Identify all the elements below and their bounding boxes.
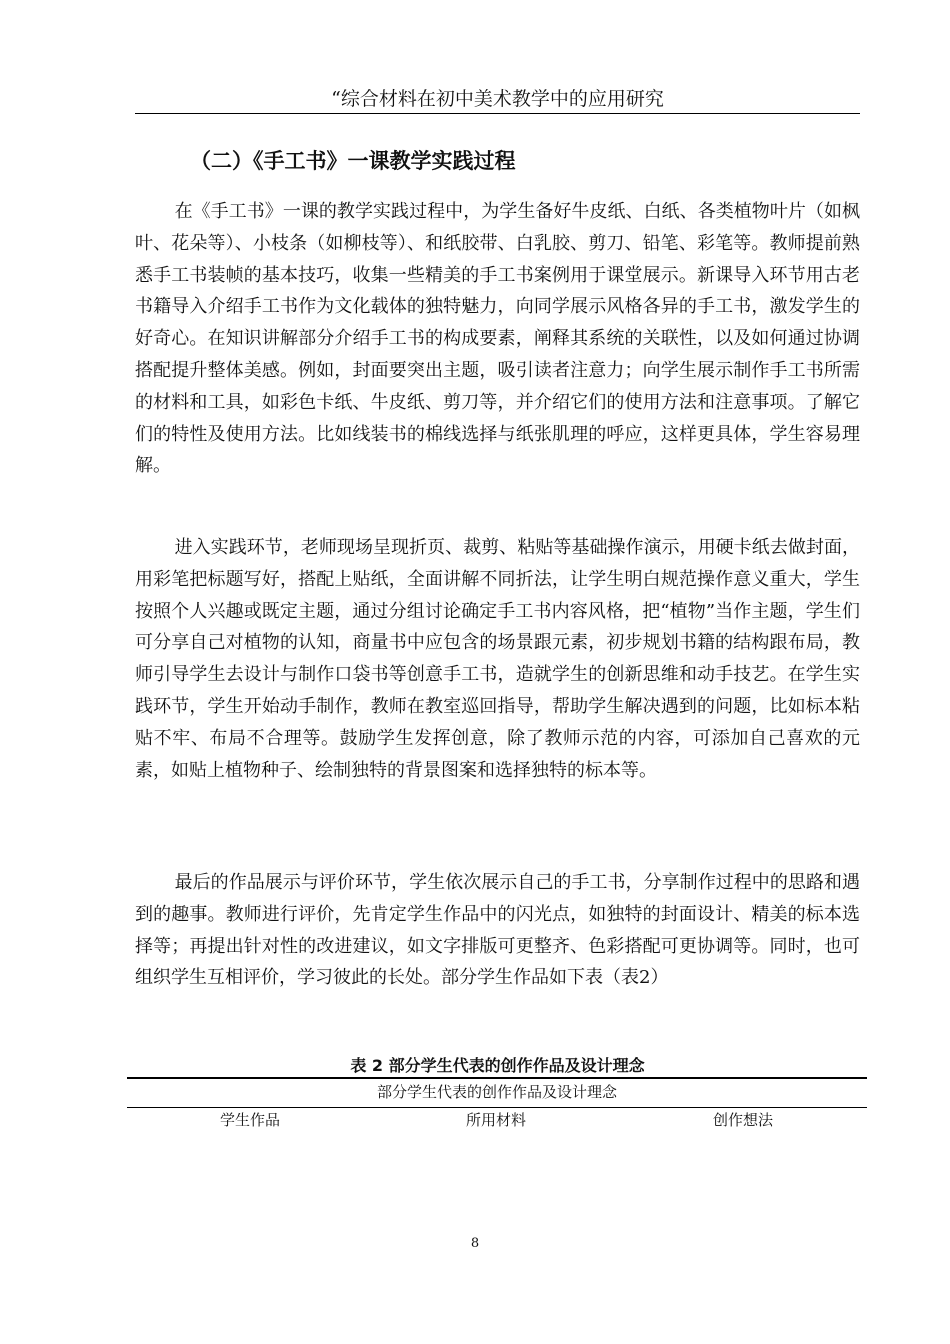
table-top-rule [127, 1077, 867, 1079]
table-column-header: 所用材料 [465, 1111, 526, 1129]
paragraph-1: 在《手工书》一课的教学实践过程中，为学生备好牛皮纸、白纸、各类植物叶片（如枫叶、花朵等）、小枝条（如柳枝等）、和纸胶带、白乳胶、剪刀、铅笔、彩笔等。教师提前熟悉手工书装帧的基本技巧，收集一些精美的手工书案例用于课堂展示。新课导入环节用古老书籍导入介绍手工书作为文化载体的独特魅力，向同学展示风格各异的手工书，激发学生的好奇心。在知识讲解部分介绍手工书的构成要素，阐释其系统的关联性，以及如何通过协调搭配提升整体美感。例如，封面要突出主题，吸引读者注意力；向学生展示制作手工书所需的材料和工具，如彩色卡纸、牛皮纸、剪刀等，并介绍它们的使用方法和注意事项。了解它们的特性及使用方法。比如线装书的棉线选择与纸张肌理的呼应，这样更具体，学生容易理解。 [135, 201, 860, 477]
table-column-header: 创作想法 [712, 1111, 773, 1129]
paragraph-2: 进入实践环节，老师现场呈现折页、裁剪、粘贴等基础操作演示，用硬卡纸去做封面，用彩笔把标题写好，搭配上贴纸，全面讲解不同折法，让学生明白规范操作意义重大，学生按照个人兴趣或既定主题，通过分组讨论确定手工书内容风格，把“植物”当作主题，学生们可分享自己对植物的认知，商量书中应包含的场景跟元素，初步规划书籍的结构跟布局，教师引导学生去设计与制作口袋书等创意手工书，造就学生的创新思维和动手技艺。在学生实践环节，学生开始动手制作，教师在教室巡回指导，帮助学生解决遇到的问题，比如标本粘贴不牢、布局不合理等。鼓励学生发挥创意，除了教师示范的内容，可添加自己喜欢的元素，如贴上植物种子、绘制独特的背景图案和选择独特的标本等。 [135, 537, 860, 781]
paragraph-3: 最后的作品展示与评价环节，学生依次展示自己的手工书，分享制作过程中的思路和遇到的趣事。教师进行评价，先肯定学生作品中的闪光点，如独特的封面设计、精美的标本选择等；再提出针对性的改进建议，如文字排版可更整齐、色彩搭配可更协调等。同时，也可组织学生互相评价，学习彼此的长处。部分学生作品如下表（表2） [135, 872, 860, 989]
section-heading: （二）《手工书》一课教学实践过程 [190, 149, 516, 173]
page-number: 8 [470, 1236, 480, 1251]
table-title: 部分学生代表的创作作品及设计理念 [376, 1083, 617, 1101]
running-header: “综合材料在初中美术教学中的应用研究 [135, 85, 860, 114]
table-caption: 表 2 部分学生代表的创作作品及设计理念 [350, 1056, 645, 1075]
table-column-header: 学生作品 [219, 1111, 280, 1129]
